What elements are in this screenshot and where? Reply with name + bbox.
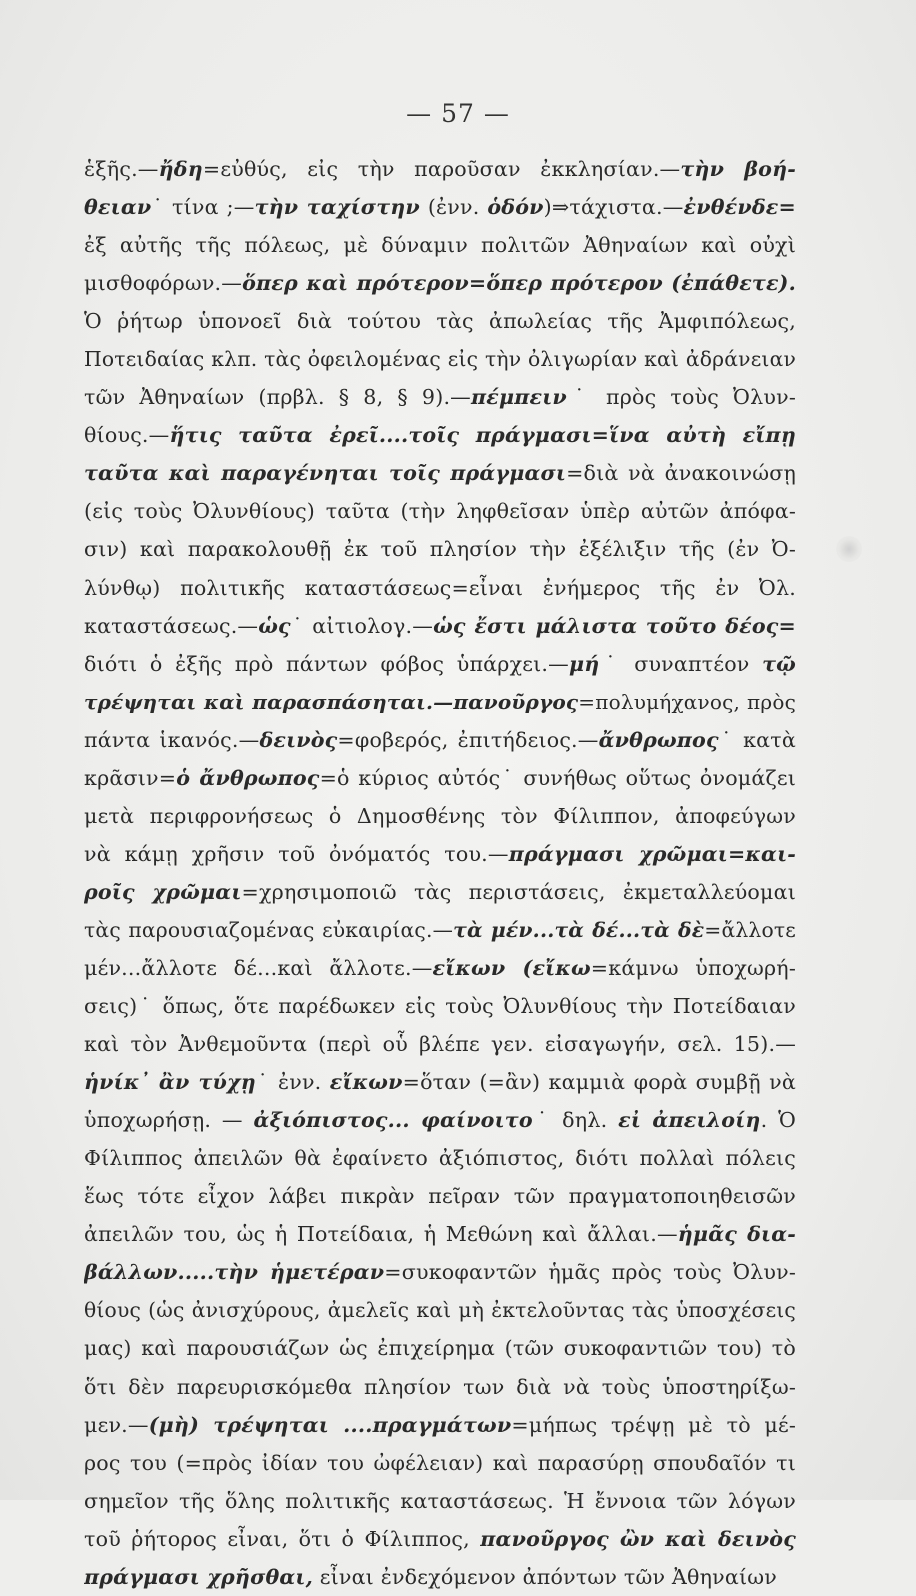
text-line	[84, 454, 796, 492]
gloss-text: ˙ δηλ.	[532, 1108, 619, 1133]
text-line	[84, 340, 796, 378]
lemma-text: ἄνθρωπος	[598, 727, 719, 752]
gloss-text: ˙ τίνα ;—	[151, 195, 255, 220]
gloss-text: =ὅταν (=ἂν) καμμιὰ φορὰ συμβῇ νὰ	[402, 1070, 796, 1095]
gloss-text: ἐξ αὐτῆς τῆς πόλεως, μὲ δύναμιν πολιτῶν Ἀθηναίων καὶ οὐχὶ	[84, 233, 796, 258]
lemma-text: ὁ ἄνθρωπος	[176, 765, 320, 790]
gloss-text: =διὰ νὰ ἀνακοινώσῃ	[566, 461, 796, 486]
gloss-text: (ἐνν.	[419, 195, 488, 220]
lemma-text: ἥτις ταῦτα ἐρεῖ....τοῖς πράγμασι=ἵνα αὐτὴ εἴπῃ	[169, 423, 796, 448]
text-line	[84, 949, 796, 987]
text-line	[84, 188, 796, 226]
gloss-text: τῶν Ἀθηναίων (πρβλ. § 8, § 9).—	[84, 385, 471, 410]
lemma-text: εἴκων	[329, 1070, 403, 1095]
gloss-text: =χρησιμοποιῶ τὰς περιστάσεις, ἐκμεταλλεύομαι	[241, 879, 796, 904]
text-line	[84, 226, 796, 264]
gloss-text: Ὁ ῥήτωρ ὑπονοεῖ διὰ τούτου τὰς ἀπωλείας τῆς Ἀμφιπόλεως,	[84, 309, 796, 334]
text-line	[84, 645, 796, 683]
lemma-text: ἀξιόπιστος... φαίνοιτο	[253, 1108, 533, 1133]
gloss-text: λύνθῳ) πολιτικῆς καταστάσεως=εἶναι ἐνήμερος τῆς ἐν Ὀλ.	[84, 575, 796, 600]
lemma-text: ὁδόν	[487, 195, 544, 220]
gloss-text: =ἄλλοτε	[704, 917, 796, 942]
text-line	[84, 1101, 796, 1139]
text-line	[84, 264, 796, 302]
gloss-text: σημεῖον τῆς ὅλης πολιτικῆς καταστάσεως. Ἡ ἔννοια τῶν λόγων	[84, 1488, 796, 1513]
gloss-text: ὅτι δὲν παρευρισκόμεθα πλησίον των διὰ νὰ τοὺς ὑποστηρίξω-	[84, 1374, 796, 1399]
lemma-text: τὴν ταχίστην	[254, 195, 420, 220]
lemma-text: πανοῦργος ὢν καὶ δεινὸς	[480, 1526, 796, 1551]
lemma-text: πράγμασι χρῆσθαι,	[84, 1564, 313, 1589]
text-line	[84, 302, 796, 340]
lemma-text: ἡμᾶς δια-	[677, 1222, 796, 1247]
gloss-text: =φοβερός, ἐπιτήδειος.—	[337, 727, 599, 752]
text-line	[84, 1329, 796, 1367]
text-line	[84, 721, 796, 759]
lemma-text: ταῦτα καὶ παραγένηται τοῖς πράγμασι	[84, 461, 567, 486]
lemma-text: ὡς	[258, 613, 291, 638]
gloss-text: μας) καὶ παρουσιάζων ὡς ἐπιχείρημα (τῶν συκοφαντιῶν του) τὸ	[84, 1336, 796, 1361]
gloss-text: ˙ κατὰ	[718, 727, 796, 752]
gloss-text: θίους (ὡς ἀνισχύρους, ἀμελεῖς καὶ μὴ ἐκτελοῦντας τὰς ὑποσχέσεις	[84, 1298, 796, 1323]
gloss-text: θίους.—	[84, 423, 170, 448]
text-line	[84, 1406, 796, 1444]
gloss-text: =πολυμήχανος, πρὸς	[578, 689, 796, 714]
text-line	[84, 607, 796, 645]
gloss-text: Ποτειδαίας κλπ. τὰς ὀφειλομένας εἰς τὴν ὀλιγωρίαν καὶ ἀδράνειαν	[84, 347, 796, 372]
text-line	[84, 797, 796, 835]
gloss-text: ἀπειλῶν του, ὡς ἡ Ποτείδαια, ἡ Μεθώνη καὶ ἄλλαι.—	[84, 1222, 678, 1247]
text-line	[84, 1025, 796, 1063]
lemma-text: ὡς ἔστι μάλιστα τοῦτο δέος=	[433, 613, 796, 638]
gloss-text: μεν.—	[84, 1412, 149, 1437]
text-line	[84, 835, 796, 873]
gloss-text: σεις)˙ ὅπως, ὅτε παρέδωκεν εἰς τοὺς Ὀλυνθίους τὴν Ποτείδαιαν	[84, 994, 796, 1019]
text-line	[84, 1482, 796, 1520]
gloss-text: ˙ συναπτέον	[599, 651, 763, 676]
gloss-text: μισθοφόρων.—	[84, 271, 243, 296]
gloss-text: διότι ὁ ἐξῆς πρὸ πάντων φόβος ὑπάρχει.—	[84, 651, 569, 676]
lemma-text: ἐνθένδε=	[683, 195, 796, 220]
text-line	[84, 1063, 796, 1101]
lemma-text: μή	[568, 651, 600, 676]
text-line	[84, 1520, 796, 1558]
lemma-text: πέμπειν	[470, 385, 567, 410]
lemma-text: εἴκων (εἴκω	[432, 955, 591, 980]
lemma-text: βάλλων.....τὴν ἡμετέραν	[84, 1260, 385, 1285]
lemma-text: τὰ μέν...τὰ δέ...τὰ δὲ	[453, 917, 705, 942]
gloss-text: τοῦ ῥήτορος εἶναι, ὅτι ὁ Φίλιππος,	[84, 1526, 481, 1551]
text-line	[84, 1253, 796, 1291]
text-line	[84, 1291, 796, 1329]
gloss-text: ἕως τότε εἶχον λάβει πικρὰν πεῖραν τῶν πραγματοποιηθεισῶν	[84, 1184, 796, 1209]
gloss-text: νὰ κάμῃ χρῆσιν τοῦ ὀνόματός του.—	[84, 841, 509, 866]
text-line	[84, 150, 796, 188]
text-line	[84, 1368, 796, 1406]
lemma-text: ἤδη	[158, 157, 203, 181]
gloss-text: ἑξῆς.—	[84, 157, 159, 181]
text-line	[84, 987, 796, 1025]
text-line	[84, 911, 796, 949]
gloss-text: . Ὁ	[760, 1108, 796, 1133]
gloss-text: τὰς παρουσιαζομένας εὐκαιρίας.—	[84, 917, 454, 942]
ink-blemish	[836, 536, 862, 562]
gloss-text: ˙ πρὸς τοὺς Ὀλυν-	[566, 385, 796, 410]
lemma-text: ροῖς χρῶμαι	[84, 879, 242, 904]
commentary-text	[84, 150, 796, 1596]
text-line	[84, 1215, 796, 1253]
gloss-text: ρος του (=πρὸς ἰδίαν του ὠφέλειαν) καὶ παρασύρῃ σπουδαῖόν τι	[84, 1450, 796, 1475]
lemma-text: δεινὸς	[259, 727, 338, 752]
lemma-text: πράγμασι χρῶμαι=και-	[508, 841, 796, 866]
text-line	[84, 873, 796, 911]
gloss-text: πάντα ἱκανός.—	[84, 727, 260, 752]
gloss-text: σιν) καὶ παρακολουθῇ ἐκ τοῦ πλησίον τὴν ἐξέλιξιν τῆς (ἐν Ὀ-	[84, 537, 796, 562]
gloss-text: (εἰς τοὺς Ὀλυνθίους) ταῦτα (τὴν ληφθεῖσαν ὑπὲρ αὐτῶν ἀπόφα-	[84, 499, 796, 524]
lemma-text: ὅπερ καὶ πρότερον=ὅπερ πρότερον (ἐπάθετε).	[242, 271, 796, 296]
text-line	[84, 1139, 796, 1177]
text-line	[84, 378, 796, 416]
text-line	[84, 683, 796, 721]
text-line	[84, 416, 796, 454]
gloss-text: κρᾶσιν=	[84, 765, 177, 790]
text-line	[84, 1177, 796, 1215]
text-line	[84, 569, 796, 607]
text-line	[84, 1558, 796, 1596]
lemma-text: ἡνίκ᾽ ἂν τύχῃ	[84, 1070, 256, 1095]
gloss-text: =μήπως τρέψῃ μὲ τὸ μέ-	[511, 1412, 796, 1437]
gloss-text: μετὰ περιφρονήσεως ὁ Δημοσθένης τὸν Φίλιππον, ἀποφεύγων	[84, 803, 796, 828]
gloss-text: ˙ ἐνν.	[255, 1070, 330, 1095]
gloss-text: =κάμνω ὑποχωρή-	[590, 955, 796, 980]
lemma-text: τρέψηται καὶ παρασπάσηται.—πανοῦργος	[84, 689, 579, 714]
lemma-text: θειαν	[84, 195, 152, 220]
gloss-text: καὶ τὸν Ἀνθεμοῦντα (περὶ οὗ βλέπε γεν. εἰσαγωγήν, σελ. 15).—	[84, 1032, 796, 1057]
gloss-text: )⇒τάχιστα.—	[543, 195, 684, 220]
gloss-text: μέν...ἄλλοτε δέ...καὶ ἄλλοτε.—	[84, 955, 433, 980]
text-line	[84, 492, 796, 530]
lemma-text: τὴν βοή-	[680, 157, 796, 181]
lemma-text: (μὴ) τρέψηται ....πραγμάτων	[148, 1412, 512, 1437]
gloss-text: Φίλιππος ἀπειλῶν θὰ ἐφαίνετο ἀξιόπιστος, διότι πολλαὶ πόλεις	[84, 1146, 796, 1171]
gloss-text: ὑποχωρήσῃ. —	[84, 1108, 254, 1133]
gloss-text: =συκοφαντῶν ἡμᾶς πρὸς τοὺς Ὀλυν-	[384, 1260, 796, 1285]
text-line	[84, 530, 796, 568]
text-line	[84, 759, 796, 797]
gloss-text: =εὐθύς, εἰς τὴν παροῦσαν ἐκκλησίαν.—	[202, 157, 681, 181]
gloss-text: ˙ αἰτιολογ.—	[290, 613, 434, 638]
lemma-text: εἰ ἀπειλοίη	[618, 1108, 761, 1133]
text-line	[84, 1444, 796, 1482]
gloss-text: εἶναι ἐνδεχόμενον ἀπόντων τῶν Ἀθηναίων	[312, 1564, 777, 1589]
page-number: — 57 —	[406, 99, 510, 128]
lemma-text: τῷ	[762, 651, 796, 676]
gloss-text: =ὁ κύριος αὐτός˙ συνήθως οὕτως ὀνομάζει	[319, 765, 796, 790]
gloss-text: καταστάσεως.—	[84, 613, 259, 638]
